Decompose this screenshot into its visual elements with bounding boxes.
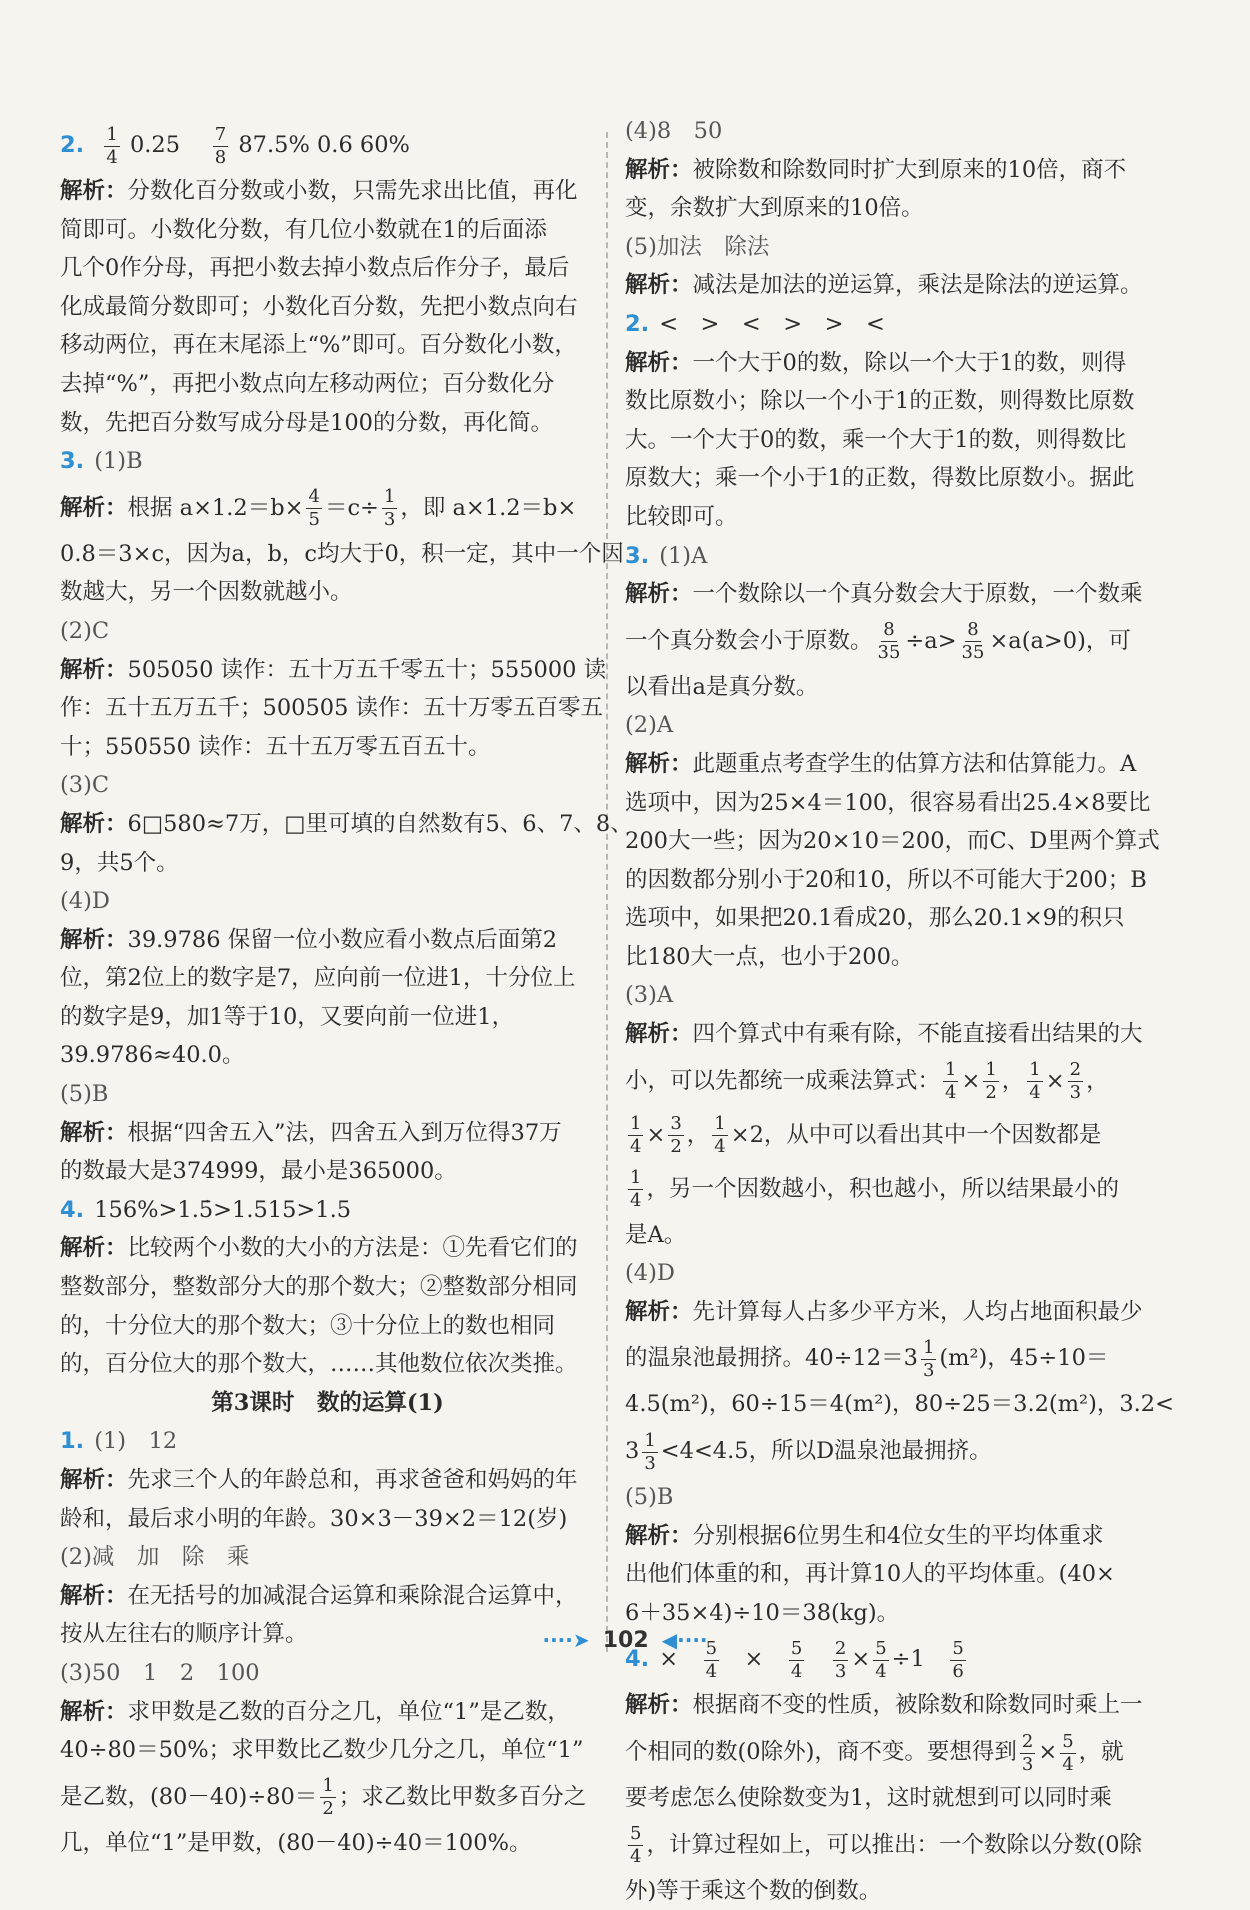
explanation-line: 变，余数扩大到原来的10倍。 [625, 195, 924, 222]
explanation-line: 是A。 [625, 1221, 687, 1248]
q3-row: 3. (1)B [60, 448, 143, 475]
explanation-line: 解析：被除数和除数同时扩大到原来的10倍，商不 [625, 156, 1127, 183]
column-divider [606, 132, 608, 1652]
explanation-line: 解析：比较两个小数的大小的方法是：①先看它们的 [60, 1235, 578, 1262]
explanation-line: $\frac{1}{4}$ × $\frac{3}{2}$ ， $\frac{1}{4}$ ×2，从中可以看出其中一个因数都是 [630, 1113, 1102, 1158]
lesson-title: 第3课时 数的运算(1) [211, 1389, 444, 1416]
arrow-left-icon: ◀···· [661, 1628, 708, 1652]
q2-row: 2. < > < > > < [625, 310, 885, 337]
explanation-line: 比较即可。 [625, 503, 738, 530]
q3-row: 3. (1)A [625, 542, 708, 569]
page-number: 102 [602, 1628, 649, 1653]
sub-answer: (4)D [60, 888, 110, 915]
sub-answer: (5)B [625, 1484, 674, 1511]
explanation-line: 6＋35×4)÷10＝38(kg)。 [625, 1599, 900, 1626]
explanation-line: 原数大；乘一个小于1的正数，得数比原数小。据此 [625, 465, 1135, 492]
explanation-line: 解析：505050 读作：五十万五千零五十；555000 读 [60, 656, 607, 683]
explanation-line: 200大一些；因为20×10＝200，而C、D里两个算式 [625, 828, 1160, 855]
sub-answer: (3)50 1 2 100 [60, 1659, 260, 1686]
explanation-line: 几个0作分母，再把小数去掉小数点后作分子，最后 [60, 255, 570, 282]
explanation-line: 40÷80＝50%；求甲数比乙数少几分之几，单位“1” [60, 1737, 584, 1764]
explanation-line: $\frac{5}{4}$ ，计算过程如上，可以推出：一个数除以分数(0除 [630, 1823, 1143, 1868]
q2-answer-row: 2. $\frac{1}{4}$ 0.25 $\frac{7}{8}$ 87.5% 0.6 60% [60, 123, 410, 168]
explanation-line: 的数最大是374999，最小是365000。 [60, 1158, 457, 1185]
explanation-line: 解析：一个大于0的数，除以一个大于1的数，则得 [625, 349, 1127, 376]
l1-row: 1. (1) 12 [60, 1428, 178, 1455]
explanation-line: 作：五十五万五千；500505 读作：五十万零五百零五 [60, 695, 604, 722]
explanation-line: 数越大，另一个因数就越小。 [60, 579, 353, 606]
explanation-line: 9，共5个。 [60, 849, 179, 876]
explanation-line: 按从左往右的顺序计算。 [60, 1621, 308, 1648]
explanation-line: 整数部分，整数部分大的那个数大；②整数部分相同 [60, 1274, 578, 1301]
explanation-line: 4.5(m²)，60÷15＝4(m²)，80÷25＝3.2(m²)，3.2< [625, 1391, 1174, 1418]
q4-row: 4. × $\frac{5}{4}$ × $\frac{5}{4}$ $\frac{2}{3}$ × $\frac{5}{4}$ ÷1 $\frac{5}{6}$ [625, 1637, 964, 1682]
explanation-line: 解析：根据 a×1.2＝b× $\frac{4}{5}$ ＝c÷ $\frac{1}{3}$ ，即 a×1.2＝b× [60, 486, 577, 531]
explanation-line: 移动两位，再在末尾添上“%”即可。百分数化小数， [60, 332, 577, 359]
explanation-line: 的，十分位大的那个数大；③十分位上的数也相同 [60, 1312, 556, 1339]
explanation-line: 以看出a是真分数。 [625, 673, 819, 700]
explanation-line: 十；550550 读作：五十五万零五百五十。 [60, 733, 491, 760]
explanation-line: 的温泉池最拥挤。40÷12＝3 $\frac{1}{3}$ (m²)，45÷10＝ [625, 1336, 1109, 1381]
explanation-line: 几，单位“1”是甲数，(80－40)÷40＝100%。 [60, 1829, 532, 1856]
explanation-line: 个相同的数(0除外)，商不变。要想得到 $\frac{2}{3}$ × $\frac{5}{4}$ ，就 [625, 1730, 1124, 1775]
explanation-line: 39.9786≈40.0。 [60, 1042, 245, 1069]
explanation-line: 是乙数，(80－40)÷80＝ $\frac{1}{2}$ ；求乙数比甲数多百分之 [60, 1775, 587, 1820]
explanation-line: 解析：先计算每人占多少平方米，人均占地面积最少 [625, 1298, 1143, 1325]
sub-answer: (2)减 加 除 乘 [60, 1544, 250, 1571]
explanation-line: 解析：四个算式中有乘有除，不能直接看出结果的大 [625, 1021, 1143, 1048]
sub-answer: (4)D [625, 1260, 675, 1287]
explanation-line: 的数字是9，加1等于10，又要向前一位进1， [60, 1003, 515, 1030]
explanation-line: 解析：求甲数是乙数的百分之几，单位“1”是乙数， [60, 1698, 570, 1725]
explanation-line: 解析：在无括号的加减混合运算和乘除混合运算中， [60, 1582, 578, 1609]
page-footer [0, 1628, 1250, 1653]
explanation-line: 大。一个大于0的数，乘一个大于1的数，则得数比 [625, 426, 1127, 453]
explanation-line: 解析：此题重点考查学生的估算方法和估算能力。A [625, 750, 1137, 777]
explanation-line: $\frac{1}{4}$ ，另一个因数越小，积也越小，所以结果最小的 [630, 1167, 1119, 1212]
q4-row: 4. 156%>1.5̇>1.515>1.5 [60, 1196, 352, 1223]
sub-answer: (5)B [60, 1081, 109, 1108]
explanation-line: 解析：分数化百分数或小数，只需先求出比值，再化 [60, 178, 578, 204]
explanation-line: 数，先把百分数写成分母是100的分数，再化简。 [60, 409, 553, 436]
fraction: $\frac{7}{8}$ [214, 123, 227, 168]
sub-answer: (3)A [625, 982, 674, 1009]
fraction: $\frac{1}{4}$ [106, 123, 118, 168]
explanation-line: 简即可。小数化分数，有几位小数就在1的后面添 [60, 216, 547, 243]
explanation-line: 解析：一个数除以一个真分数会大于原数，一个数乘 [625, 581, 1143, 608]
explanation-line: 一个真分数会小于原数。 $\frac{8}{35}$ ÷a> $\frac{8}{35}$ ×a(a>0)，可 [625, 619, 1131, 664]
explanation-line: 龄和，最后求小明的年龄。30×3－39×2＝12(岁) [60, 1505, 568, 1532]
explanation-line: 数比原数小；除以一个小于1的正数，则得数比原数 [625, 388, 1135, 415]
explanation-line: 比180大一点，也小于200。 [625, 943, 914, 970]
sub-answer: (5)加法 除法 [625, 233, 770, 260]
explanation-line: 的，百分位大的那个数大，……其他数位依次类推。 [60, 1351, 578, 1378]
explanation-line: 解析：6□580≈7万，□里可填的自然数有5、6、7、8、 [60, 810, 633, 837]
explanation-line: 要考虑怎么使除数变为1，这时就想到可以同时乘 [625, 1785, 1112, 1811]
explanation-line: 出他们体重的和，再计算10人的平均体重。(40× [625, 1561, 1115, 1588]
explanation-line: 外)等于乘这个数的倒数。 [625, 1877, 882, 1904]
explanation-line: 的因数都分别小于20和10，所以不可能大于200；B [625, 866, 1147, 893]
sub-answer: (2)A [625, 712, 674, 739]
explanation-line: 选项中，如果把20.1看成20，那么20.1×9的积只 [625, 905, 1125, 932]
explanation-line: 解析：分别根据6位男生和4位女生的平均体重求 [625, 1522, 1104, 1549]
sub-answer: (3)C [60, 772, 110, 799]
sub-answer: (2)C [60, 617, 110, 644]
explanation-line: 小，可以先都统一成乘法算式： $\frac{1}{4}$ × $\frac{1}{2}$ ， $\frac{1}{4}$ × $\frac{2}{3}$ ， [625, 1059, 1109, 1104]
explanation-line: 去掉“%”，再把小数点向左移动两位；百分数化分 [60, 370, 555, 397]
explanation-line: 选项中，因为25×4＝100，很容易看出25.4×8要比 [625, 789, 1151, 816]
explanation-line: 解析：根据商不变的性质，被除数和除数同时乘上一 [625, 1692, 1143, 1719]
explanation-line: 0.8＝3×c，因为a，b，c均大于0，积一定，其中一个因 [60, 540, 624, 567]
explanation-line: 解析：减法是加法的逆运算，乘法是除法的逆运算。 [625, 272, 1143, 299]
arrow-right-icon: ····➤ [542, 1628, 590, 1652]
explanation-line: 解析：先求三个人的年龄总和，再求爸爸和妈妈的年 [60, 1467, 578, 1493]
explanation-line: 化成最简分数即可；小数化百分数，先把小数点向右 [60, 293, 578, 320]
explanation-line: 3 $\frac{1}{3}$ <4<4.5，所以D温泉池最拥挤。 [625, 1429, 992, 1474]
explanation-line: 位，第2位上的数字是7，应向前一位进1，十分位上 [60, 965, 576, 992]
explanation-line: 解析：39.9786 保留一位小数应看小数点后面第2 [60, 926, 558, 953]
question-number: 2. [60, 132, 85, 158]
explanation-line: 解析：根据“四舍五入”法，四舍五入到万位得37万 [60, 1119, 562, 1146]
sub-answer: (4)8 50 [625, 118, 723, 144]
